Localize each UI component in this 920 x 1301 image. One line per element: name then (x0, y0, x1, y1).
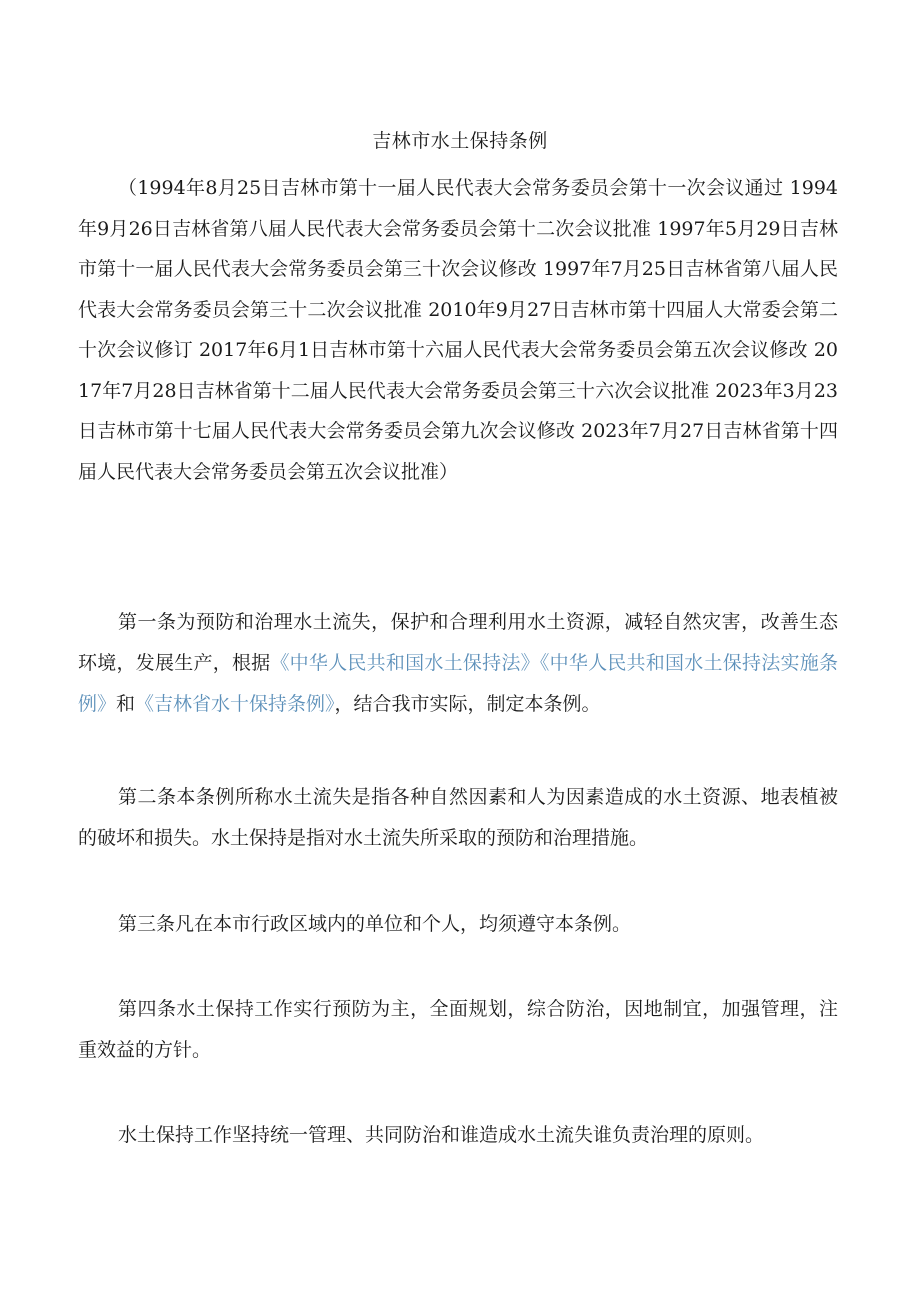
law-link-implementation-regulations[interactable]: 《中华人民共和国水土保持法实施条例》 (78, 652, 838, 715)
document-preamble: （1994年8月25日吉林市第十一届人民代表大会常务委员会第十一次会议通过 1994年9月26日吉林省第八届人民代表大会常务委员会第十二次会议批准 1997年5月29日吉林市第十一届人民代表大会常务委员会第三十次会议修改 1997年7月25日吉林省第八届人民代表大会常务委员会第三十二次会议批准 2010年9月27日吉林市第十四届人大常委会第二十次会议修订 2017年6月1日吉林市第十六届人民代表大会常务委员会第五次会议修改 2017年7月28日吉林省第十二届人民代表大会常务委员会第三十六次会议批准 2023年3月23日吉林市第十七届人民代表大会常务委员会第九次会议修改 2023年7月27日吉林省第十四届人民代表大会常务委员会第五次会议批准） (78, 177, 838, 483)
law-link-jilin-province-regulations[interactable]: 《吉林省水十保持条例》 (135, 693, 335, 715)
article-4: 第四条水土保持工作实行预防为主，全面规划，综合防治，因地制宜，加强管理，注重效益的方针。 (78, 998, 838, 1061)
article-1-text-before: 第一条为预防和治理水土流失，保护和合理利用水土资源，减轻自然灾害，改善生态环境，发展生产，根据 (78, 611, 838, 674)
document-title: 吉林市水土保持条例 (372, 130, 548, 152)
article-1-text-after: ，结合我市实际，制定本条例。 (334, 693, 601, 715)
article-4-paragraph-2: 水土保持工作坚持统一管理、共同防治和谁造成水土流失谁负责治理的原则。 (118, 1124, 765, 1146)
article-1 (78, 602, 838, 725)
article-1-text-mid: 和 (116, 693, 136, 715)
article-2: 第二条本条例所称水土流失是指各种自然因素和人为因素造成的水土资源、地表植被的破坏和损失。水土保持是指对水土流失所采取的预防和治理措施。 (78, 786, 838, 849)
article-3: 第三条凡在本市行政区域内的单位和个人，均须遵守本条例。 (118, 913, 632, 935)
law-link-soil-conservation-law[interactable]: 《中华人民共和国水土保持法》 (270, 652, 540, 674)
